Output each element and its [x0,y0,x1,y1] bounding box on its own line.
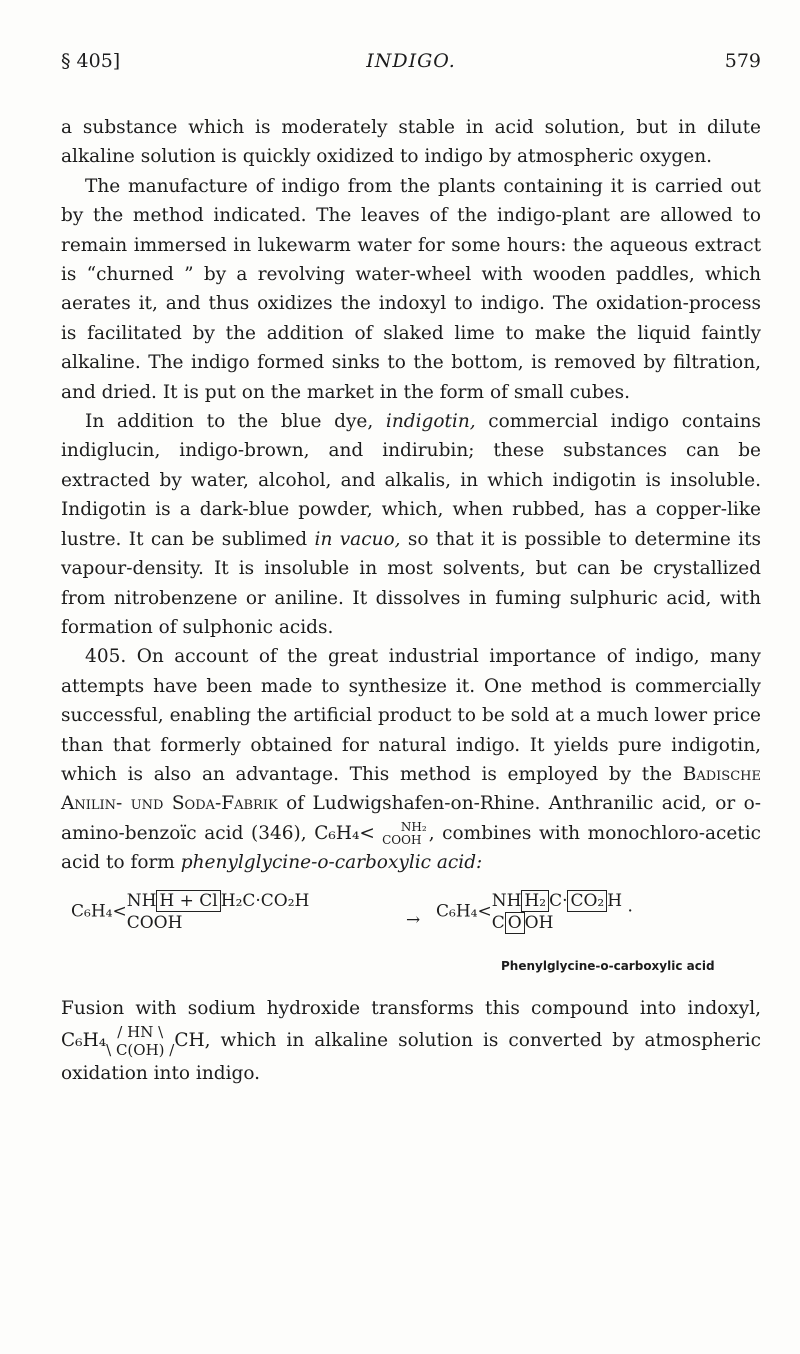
paragraph-5: Fusion with sodium hydroxide transforms this compound into indoxyl, C₆H₄ / HN \ \ C(OH) /CH, which in alkaline solution is converted by atmospheric oxidation into indigo. [61,997,761,1084]
paragraph-1: a substance which is moderately stable in acid solution, but in dilute alkaline solution is quickly oxidized to indigo by atmospheric oxygen. [61,117,761,168]
running-header [61,50,761,76]
running-title: INDIGO. [366,50,456,72]
paragraph-number: 405. [85,646,127,668]
reaction-arrow: → [406,909,421,930]
company-name: Badische Anilin- und Soda-Fabrik [61,763,761,815]
paragraph-2: The manufacture of indigo from the plants containing it is carried out by the method indicated. The leaves of the indigo-plant are allowed to remain immersed in lukewarm water for some hours: the aqueous extract is “churned ” by a revolving water-wheel with wooden paddles, which aerates it, and thus oxidizes the indoxyl to indigo. The oxidation-process is facilitated by the addition of slaked lime to make the liquid faintly alkaline. The indigo formed sinks to the bottom, is removed by filtration, and dried. It is put on the market in the form of small cubes. [61,175,761,403]
paragraph-3: In addition to the blue dye, indigotin, commercial indigo contains indiglucin, indigo-brown, and indirubin; these substances can be extracted by water, alcohol, and alkalis, in which indigotin is insoluble. Indigotin is a dark-blue powder, which, when rubbed, has a copper-like lustre. It can be sublimed in vacuo, so that it is possible to determine its vapour-density. It is insoluble in most solvents, but can be crystallized from nitrobenzene or aniline. It dissolves in fuming sulphuric acid, with formation of sulphonic acids. [61,411,761,638]
equation-caption: Phenylglycine-o-carboxylic acid [501,958,715,973]
paragraph-4: 405. On account of the great industrial importance of indigo, many attempts have been made to synthesize it. One method is commercially successful, enabling the artificial product to be sold at a much lower price than that formerly obtained for natural indigo. It yields pure indigotin, which is also an advantage. This method is employed by the Badische Anilin- und Soda-Fabrik of Ludwigshafen-on-Rhine. Anthranilic acid, or o-amino-benzoïc acid (346), C₆H₄< NH₂ COOH , combines with monochloro-acetic acid to form phenylglycine-o-carboxylic acid: [61,646,761,874]
equation-reactants: C₆H₄<NH H + Cl H₂C·CO₂H COOH [71,890,310,933]
page-number: 579 [724,50,761,72]
eliminated-hcl-box: H + Cl [156,890,220,912]
term-phenylglycine: phenylglycine-o-carboxylic acid: [180,852,483,874]
equation-product: C₆H₄<NH H₂ C· CO₂ H C O OH · [436,890,633,933]
anthranilic-fraction: NH₂ COOH [382,819,427,847]
term-indigotin: indigotin, [385,411,476,433]
indoxyl-ring: / HN \ \ C(OH) / [106,1022,175,1059]
page-body [61,113,761,1088]
reaction-equation [61,886,761,994]
section-number: § 405] [61,50,121,72]
term-in-vacuo: in vacuo, [314,528,401,550]
